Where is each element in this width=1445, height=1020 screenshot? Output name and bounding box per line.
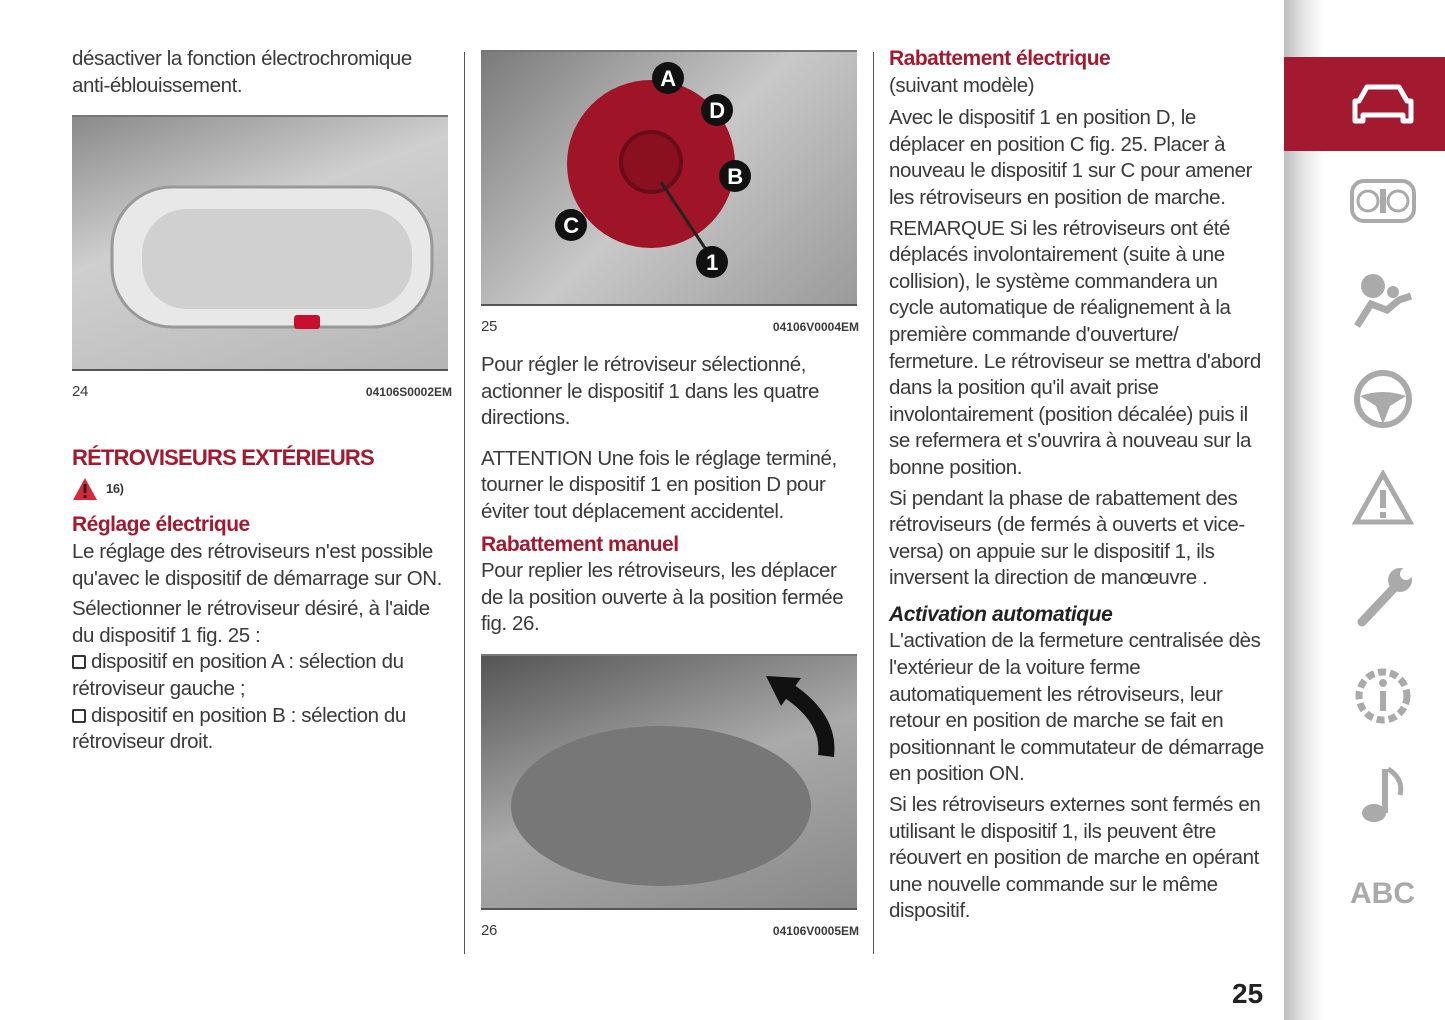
control-knob-illustration bbox=[481, 52, 857, 306]
label-a: A bbox=[660, 66, 676, 91]
note: (suivant modèle) bbox=[889, 73, 1035, 97]
figure-24-rearview-mirror bbox=[72, 115, 448, 371]
paragraph: Pour replier les rétroviseurs, les déplacer de la position ouverte à la position fermée fig. 26. bbox=[481, 559, 844, 636]
figure-26-folding-mirror bbox=[481, 654, 857, 910]
label-1: 1 bbox=[706, 250, 718, 275]
intro-text: désactiver la fonction électrochromique anti-éblouissement. bbox=[72, 47, 412, 97]
subheading-reglage: Réglage électrique bbox=[72, 513, 250, 537]
bullet-item bbox=[72, 703, 452, 756]
label-c: C bbox=[563, 213, 579, 238]
dashboard-icon bbox=[1350, 179, 1416, 223]
info-gear-icon bbox=[1352, 665, 1414, 727]
figure-25-caption bbox=[481, 314, 859, 340]
sidebar-item-warnings[interactable] bbox=[1284, 448, 1445, 547]
label-d: D bbox=[709, 98, 725, 123]
subheading-activation: Activation automatique bbox=[889, 602, 1113, 626]
figure-number: 26 bbox=[481, 921, 497, 939]
figure-number: 24 bbox=[72, 383, 88, 401]
label-b: B bbox=[727, 164, 743, 189]
checkbox-bullet-icon bbox=[72, 655, 86, 669]
paragraph: Si pendant la phase de rabattement des rétroviseurs (de fermés à ouverts et vice-versa) on appuie sur le dispositif 1, ils inversent la direction de manœuvre . bbox=[889, 486, 1245, 590]
bullet-item bbox=[72, 649, 452, 702]
figure-number: 25 bbox=[481, 318, 497, 335]
warning-icon bbox=[1352, 470, 1414, 526]
mirror-illustration bbox=[72, 117, 448, 371]
page-number: 25 bbox=[1232, 978, 1264, 1009]
music-icon bbox=[1358, 765, 1408, 825]
warning-reference bbox=[72, 476, 452, 503]
column-divider bbox=[464, 52, 465, 954]
paragraph: Pour régler le rétroviseur sélectionné, actionner le dispositif 1 dans les quatre directions. bbox=[481, 353, 820, 430]
figure-code: 04106S0002EM bbox=[365, 385, 452, 400]
car-icon bbox=[1351, 81, 1415, 127]
bullet-text: dispositif en position B : sélection du rétroviseur droit. bbox=[72, 703, 406, 754]
sidebar-item-index[interactable] bbox=[1284, 844, 1445, 943]
subheading-rabattement-manuel: Rabattement manuel bbox=[481, 532, 679, 556]
paragraph: ATTENTION Une fois le réglage terminé, tourner le dispositif 1 en position D pour éviter tout déplacement accidentel. bbox=[481, 446, 837, 523]
sidebar-item-multimedia[interactable] bbox=[1284, 745, 1445, 844]
sidebar-item-car[interactable] bbox=[1284, 57, 1445, 151]
folding-mirror-illustration bbox=[481, 656, 857, 910]
sidebar-item-driving[interactable] bbox=[1284, 349, 1445, 448]
chapter-sidebar bbox=[1284, 0, 1445, 1020]
column-3 bbox=[889, 46, 1267, 929]
paragraph: Sélectionner le rétroviseur désiré, à l'aide du dispositif 1 fig. 25 : bbox=[72, 597, 430, 647]
figure-code: 04106V0004EM bbox=[772, 320, 859, 334]
sidebar-item-technical[interactable] bbox=[1284, 646, 1445, 745]
airbag-icon bbox=[1351, 270, 1415, 330]
checkbox-bullet-icon bbox=[72, 709, 86, 723]
column-divider bbox=[873, 52, 874, 954]
steering-wheel-icon bbox=[1352, 368, 1414, 430]
sidebar-item-dashboard[interactable] bbox=[1284, 151, 1445, 250]
paragraph: L'activation de la fermeture centralisée dès l'extérieur de la voiture ferme automatiquement les rétroviseurs, leur retour en position de marche se fait en positionnant le commutateur de démarrage en position ON. bbox=[889, 629, 1264, 786]
column-2 bbox=[481, 46, 859, 944]
subheading-rabattement-electrique: Rabattement électrique bbox=[889, 47, 1111, 70]
paragraph: Avec le dispositif 1 en position D, le déplacer en position C fig. 25. Placer à nouveau le dispositif 1 sur C pour amener les rétroviseurs en position de marche. bbox=[889, 106, 1253, 209]
bullet-text: dispositif en position A : sélection du rétroviseur gauche ; bbox=[72, 650, 404, 700]
figure-26-caption bbox=[481, 918, 859, 944]
figure-24-caption bbox=[72, 379, 452, 405]
warning-ref-number: 16) bbox=[106, 480, 124, 496]
section-title: RÉTROVISEURS EXTÉRIEURS bbox=[72, 445, 374, 471]
abc-label: ABC bbox=[1350, 876, 1415, 910]
wrench-icon bbox=[1352, 564, 1414, 630]
sidebar-item-maintenance[interactable] bbox=[1284, 547, 1445, 646]
sidebar-item-safety[interactable] bbox=[1284, 250, 1445, 349]
column-1 bbox=[72, 46, 452, 756]
paragraph: Le réglage des rétroviseurs n'est possible qu'avec le dispositif de démarrage sur ON. bbox=[72, 539, 442, 590]
paragraph: REMARQUE Si les rétroviseurs ont été déplacés involontairement (suite à une collision), le système commandera un cycle automatique de réalignement à la première commande d'ouverture/ fermeture. Le rétroviseur se mettra d'abord dans la position qu'il avait prise involontairement (position décalée) puis il se refermera et s'ouvrira à nouveau sur la bonne position. bbox=[889, 216, 1261, 479]
warning-triangle-icon bbox=[72, 477, 98, 501]
paragraph: Si les rétroviseurs externes sont fermés en utilisant le dispositif 1, ils peuvent être réouvert en position de marche en opérant une nouvelle commande sur le même dispositif. bbox=[889, 793, 1261, 923]
figure-code: 04106V0005EM bbox=[772, 923, 859, 938]
figure-25-mirror-control bbox=[481, 50, 857, 306]
